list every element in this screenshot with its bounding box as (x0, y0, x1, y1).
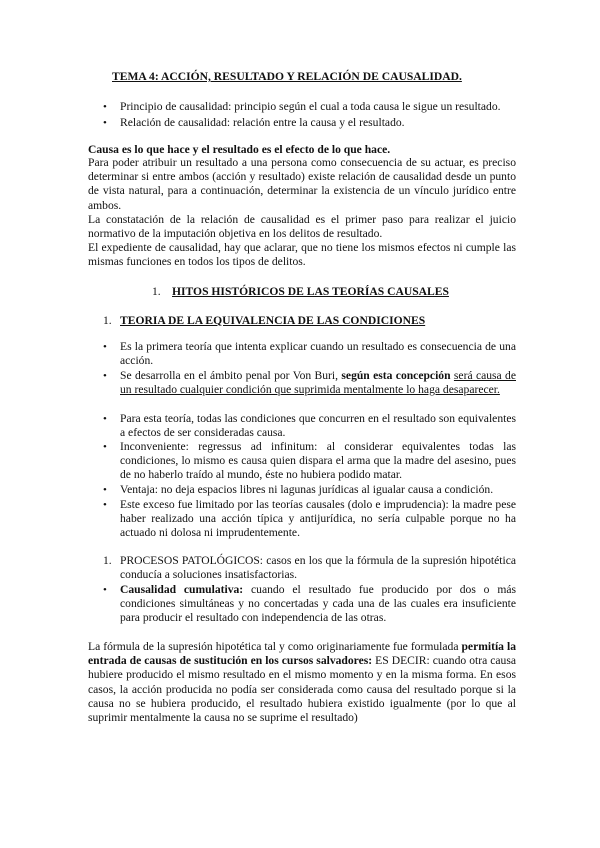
paragraph-1: Para poder atribuir un resultado a una persona como consecuencia de su actuar, es preciso determinar si entre ambos (acción y resultado) existe relación de causalidad desde un punto de vista natural, para a continuación, determinar la existencia de un vínculo jurídico entre ambos. (88, 156, 516, 212)
cumulative-text: cuando el resultado fue producido por dos o más condiciones simultáneas y no concertadas y cada una de las cuales era insuficiente para producir el resultado con independencia de las otras. (120, 583, 516, 625)
subsection-number: 1. (103, 314, 112, 327)
procesos-text: PROCESOS PATOLÓGICOS: casos en los que la fórmula de la supresión hipotética conducía a soluciones insatisfactorias. (120, 554, 516, 582)
bullet-icon: • (103, 370, 107, 382)
section-number: 1. (152, 285, 161, 298)
theory-bullet-5: Ventaja: no deja espacios libres ni lagunas jurídicas al igualar causa a condición. (120, 483, 494, 496)
theory-bullet-2-bold: según esta concepción (341, 369, 451, 382)
intro-bullet-2: Relación de causalidad: relación entre la causa y el resultado. (120, 116, 405, 129)
bullet-icon: • (103, 101, 107, 113)
theory-bullet-3: Para esta teoría, todas las condiciones que concurren en el resultado son equivalentes a efectos de ser consideradas causa. (120, 412, 516, 440)
bullet-icon: • (103, 117, 107, 129)
intro-bullet-1: Principio de causalidad: principio según el cual a toda causa le sigue un resultado. (120, 100, 501, 113)
paragraph-3: El expediente de causalidad, hay que aclarar, que no tiene los mismos efectos ni cumple las mismas funciones en todos los tipos de delitos. (88, 241, 516, 269)
final-paragraph-intro: La fórmula de la supresión hipotética tal y como originariamente fue formulada (88, 640, 462, 653)
bullet-icon: • (103, 413, 107, 425)
final-paragraph-bold: permitía la entrada de causas de sustitución en los cursos salvadores: (88, 640, 516, 668)
page-title: TEMA 4: ACCIÓN, RESULTADO Y RELACIÓN DE CAUSALIDAD. (112, 70, 462, 83)
final-paragraph (88, 640, 516, 725)
theory-bullet-2-underlined: será causa de un resultado cualquier condición que suprimida mentalmente lo haga desaparecer. (120, 369, 516, 397)
subsection-title: TEORIA DE LA EQUIVALENCIA DE LAS CONDICIONES (120, 314, 426, 327)
bullet-icon: • (103, 499, 107, 511)
bullet-icon: • (103, 584, 107, 596)
paragraph-2: La constatación de la relación de causalidad es el primer paso para realizar el juicio normativo de la imputación objetiva en los delitos de resultado. (88, 213, 516, 241)
theory-bullet-2-text: Se desarrolla en el ámbito penal por Von Buri, (120, 369, 342, 382)
theory-bullet-2 (120, 369, 516, 397)
theory-bullet-1: Es la primera teoría que intenta explicar cuando un resultado es consecuencia de una acción. (120, 340, 516, 368)
cumulative-causality (120, 583, 516, 626)
bullet-icon: • (103, 441, 107, 453)
section-title: HITOS HISTÓRICOS DE LAS TEORÍAS CAUSALES (172, 285, 449, 298)
cumulative-label: Causalidad cumulativa: (120, 583, 244, 596)
theory-bullet-6: Este exceso fue limitado por las teorías causales (dolo e imprudencia): la madre pese haber realizado una acción típica y antijurídica, no sería culpable porque no ha actuado ni dolosa ni imprudentemente. (120, 498, 516, 540)
bold-heading: Causa es lo que hace y el resultado es el efecto de lo que hace. (88, 143, 391, 156)
bullet-icon: • (103, 341, 107, 353)
final-paragraph-rest: ES DECIR: cuando otra causa hubiere producido el mismo resultado en el mismo momento y en la misma forma. En esos casos, la acción producida no podía ser considerada como causa del resultado porque si la causa no se hubiera producido, el resultado hubiera existido igualmente (por lo que al suprimir mentalmente la causa no se suprime el resultado) (88, 654, 516, 725)
bullet-icon: • (103, 484, 107, 496)
procesos-number: 1. (103, 554, 112, 567)
theory-bullet-4: Inconveniente: regressus ad infinitum: al considerar equivalentes todas las condiciones, lo mismo es causa quien dispara el arma que la madre del asesino, pues de no haberlo traído al mundo, éste no hubiera podido matar. (120, 440, 516, 482)
